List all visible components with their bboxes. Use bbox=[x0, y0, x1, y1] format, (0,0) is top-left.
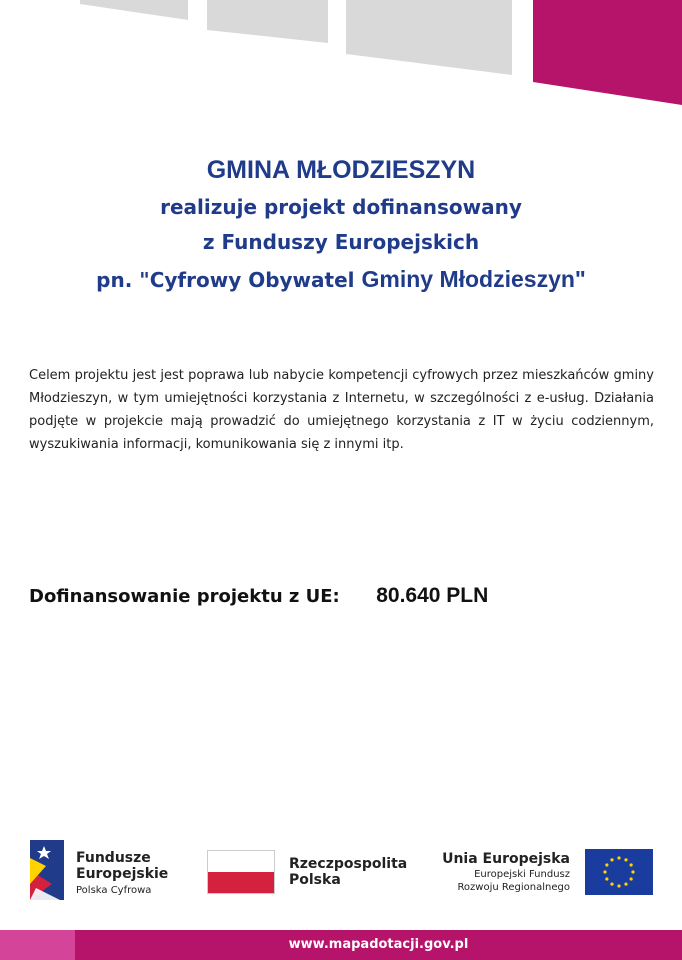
funding-row bbox=[29, 584, 488, 608]
ue-line1: Unia Europejska bbox=[442, 851, 570, 867]
eu-star-icon bbox=[630, 863, 633, 866]
headline-project-name bbox=[0, 260, 682, 299]
rp-text bbox=[289, 856, 407, 888]
ue-line3: Rozwoju Regionalnego bbox=[457, 882, 570, 893]
project-name-part1: pn. "Cyfrowy Obywatel bbox=[96, 268, 362, 292]
headline-gmina: GMINA MŁODZIESZYN bbox=[206, 156, 476, 184]
eu-star-icon bbox=[605, 863, 608, 866]
magenta-tile bbox=[533, 0, 682, 105]
eu-star-icon bbox=[610, 858, 613, 861]
fundusze-europejskie-logo-icon bbox=[30, 840, 70, 900]
grey-tile-3 bbox=[346, 0, 512, 75]
eu-star-icon bbox=[603, 870, 606, 873]
logo-strip bbox=[0, 836, 682, 906]
fe-line1: Fundusze bbox=[76, 850, 151, 866]
eu-star-icon bbox=[617, 856, 620, 859]
headline-funds: z Funduszy Europejskich bbox=[202, 230, 480, 254]
footer-bar bbox=[0, 930, 682, 960]
project-name-part2: Gminy Młodzieszyn" bbox=[361, 266, 586, 292]
polish-flag-icon bbox=[207, 850, 275, 894]
eu-star-icon bbox=[617, 884, 620, 887]
footer-bar-left bbox=[0, 930, 75, 960]
footer-url-link[interactable]: www.mapadotacji.gov.pl bbox=[288, 937, 469, 952]
grey-tile-1 bbox=[80, 0, 188, 20]
ue-text bbox=[442, 850, 570, 894]
headline-project: realizuje projekt dofinansowany bbox=[160, 195, 522, 219]
eu-star-icon bbox=[624, 858, 627, 861]
eu-star-icon bbox=[605, 877, 608, 880]
fe-text bbox=[76, 850, 168, 896]
rp-line2: Polska bbox=[289, 872, 341, 888]
funding-amount: 80.640 PLN bbox=[376, 584, 489, 607]
funding-label: Dofinansowanie projektu z UE: bbox=[29, 586, 340, 607]
eu-star-icon bbox=[631, 870, 634, 873]
eu-star-icon bbox=[630, 877, 633, 880]
eu-star-icon bbox=[624, 883, 627, 886]
project-description: Celem projektu jest jest poprawa lub nabycie kompetencji cyfrowych przez mieszkańców gminy Młodzieszyn, w tym umiejętności korzystania z Internetu, w szczególności z e-usług. Działania podjęte w projekcie mają prowadzić do umiejętnego korzystania z IT w życiu codziennym, wyszukiwania informacji, komunikowania się z innymi itp. bbox=[29, 368, 654, 452]
ue-line2: Europejski Fundusz bbox=[474, 869, 570, 880]
headline bbox=[0, 150, 682, 299]
fe-line2: Europejskie bbox=[76, 866, 169, 882]
rp-line1: Rzeczpospolita bbox=[289, 856, 408, 872]
decorative-header-shapes bbox=[0, 0, 682, 110]
grey-tile-2 bbox=[207, 0, 328, 43]
eu-star-icon bbox=[610, 883, 613, 886]
eu-flag-icon bbox=[585, 849, 653, 895]
fe-line3: Polska Cyfrowa bbox=[76, 885, 152, 896]
